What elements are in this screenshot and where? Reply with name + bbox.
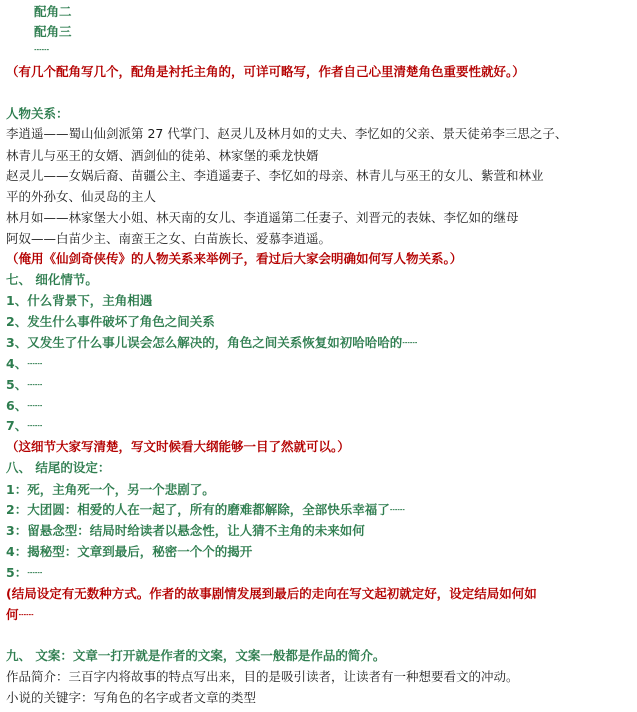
- ending-item: 3：留悬念型：结局时给读者以悬念性，让人猜不主角的未来如何: [6, 523, 365, 538]
- plot-note: （这细节大家写清楚，写文时候看大纲能够一目了然就可以。）: [6, 439, 350, 454]
- relation-line: 赵灵儿——女娲后裔、苗疆公主、李逍遥妻子、李忆如的母亲、林青儿与巫王的女儿、紫萱和林业: [6, 168, 544, 183]
- relation-line: 李逍遥——蜀山仙剑派第 27 代掌门、赵灵儿及林月如的丈夫、李忆如的父亲、景天徒弟李三思之子、: [6, 126, 568, 141]
- ending-item: 5：┄┄: [6, 565, 43, 580]
- section-heading-ending: 八、 结尾的设定：: [6, 460, 111, 475]
- plot-item: 4、┄┄: [6, 356, 43, 371]
- section-heading-blurb: 九、 文案：文章一打开就是作者的文案，文案一般都是作品的简介。: [6, 648, 386, 663]
- ending-note: (结局设定有无数种方式。作者的故事剧情发展到最后的走向在写文起初就定好，设定结局如何如: [6, 586, 537, 601]
- ending-item: 4：揭秘型：文章到最后，秘密一个个的揭开: [6, 544, 253, 559]
- section-heading-plot: 七、 细化情节。: [6, 272, 98, 287]
- relation-line: 阿奴——白苗少主、南蛮王之女、白苗族长、爱慕李逍遥。: [6, 231, 332, 246]
- relation-line: 林青儿与巫王的女婿、酒剑仙的徒弟、林家堡的乘龙快婿: [6, 148, 319, 163]
- relations-note: （俺用《仙剑奇侠传》的人物关系来举例子，看过后大家会明确如何写人物关系。）: [6, 251, 463, 266]
- relation-line: 林月如——林家堡大小姐、林天南的女儿、李逍遥第二任妻子、刘晋元的表妹、李忆如的继母: [6, 210, 519, 225]
- ending-item: 2：大团圆：相爱的人在一起了，所有的磨难都解除，全部快乐幸福了┄┄: [6, 502, 405, 517]
- section-heading-relations: 人物关系：: [6, 106, 69, 121]
- supporting-role-2: 配角二: [34, 4, 72, 19]
- supporting-role-3: 配角三: [34, 24, 72, 39]
- blurb-line: 作品简介：三百字内将故事的特点写出来，目的是吸引读者，让读者有一种想要看文的冲动。: [6, 669, 519, 684]
- ellipsis: ┄┄: [34, 42, 50, 57]
- plot-item: 5、┄┄: [6, 377, 43, 392]
- supporting-role-note: （有几个配角写几个，配角是衬托主角的，可详可略写，作者自己心里清楚角色重要性就好。）: [6, 64, 525, 79]
- ending-item: 1：死，主角死一个，另一个悲剧了。: [6, 482, 215, 497]
- plot-item: 7、┄┄: [6, 418, 43, 433]
- relation-line: 平的外孙女、仙灵岛的主人: [6, 189, 157, 204]
- plot-item: 2、发生什么事件破坏了角色之间关系: [6, 314, 215, 329]
- plot-item: 3、又发生了什么事儿误会怎么解决的，角色之间关系恢复如初哈哈哈的┄┄: [6, 335, 418, 350]
- plot-item: 6、┄┄: [6, 398, 43, 413]
- blurb-line: 小说的关键字：写角色的名字或者文章的类型: [6, 690, 257, 705]
- ending-note: 何┄┄: [6, 607, 34, 622]
- plot-item: 1、什么背景下，主角相遇: [6, 293, 153, 308]
